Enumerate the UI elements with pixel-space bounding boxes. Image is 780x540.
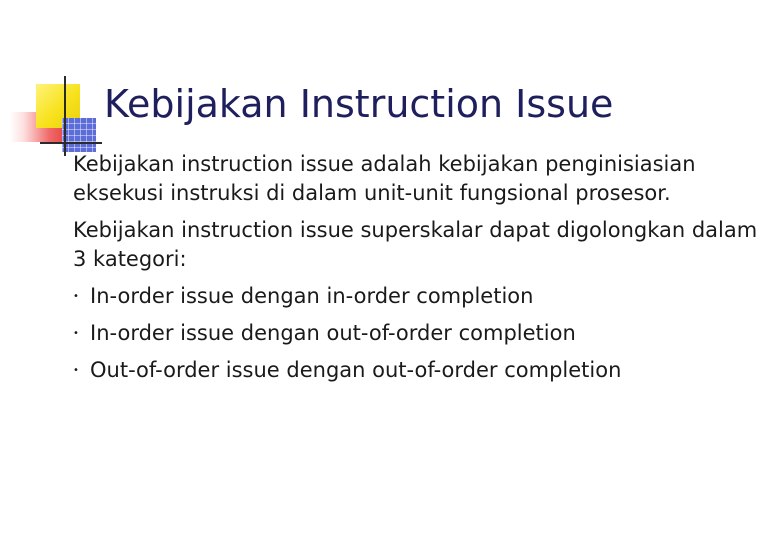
bullet-icon: • [73,365,79,376]
list-item [73,356,763,385]
list-item-text: In-order issue dengan out-of-order completion [90,321,576,345]
slide-body [73,150,763,393]
list-item [73,282,763,311]
decoration-vertical-line [64,76,66,156]
slide-title: Kebijakan Instruction Issue [104,82,614,126]
category-list [73,282,763,385]
paragraph-definition: Kebijakan instruction issue adalah kebijakan penginisiasian eksekusi instruksi di dalam unit-unit fungsional prosesor. [73,152,696,205]
decoration-blue-square [62,118,96,152]
bullet-icon: • [73,291,79,302]
bullet-icon: • [73,328,79,339]
list-item-text: Out-of-order issue dengan out-of-order completion [90,358,622,382]
list-item [73,319,763,348]
paragraph-categories-intro: Kebijakan instruction issue superskalar dapat digolongkan dalam 3 kategori: [73,218,758,271]
decoration-horizontal-line [40,142,102,144]
list-item-text: In-order issue dengan in-order completion [90,284,534,308]
